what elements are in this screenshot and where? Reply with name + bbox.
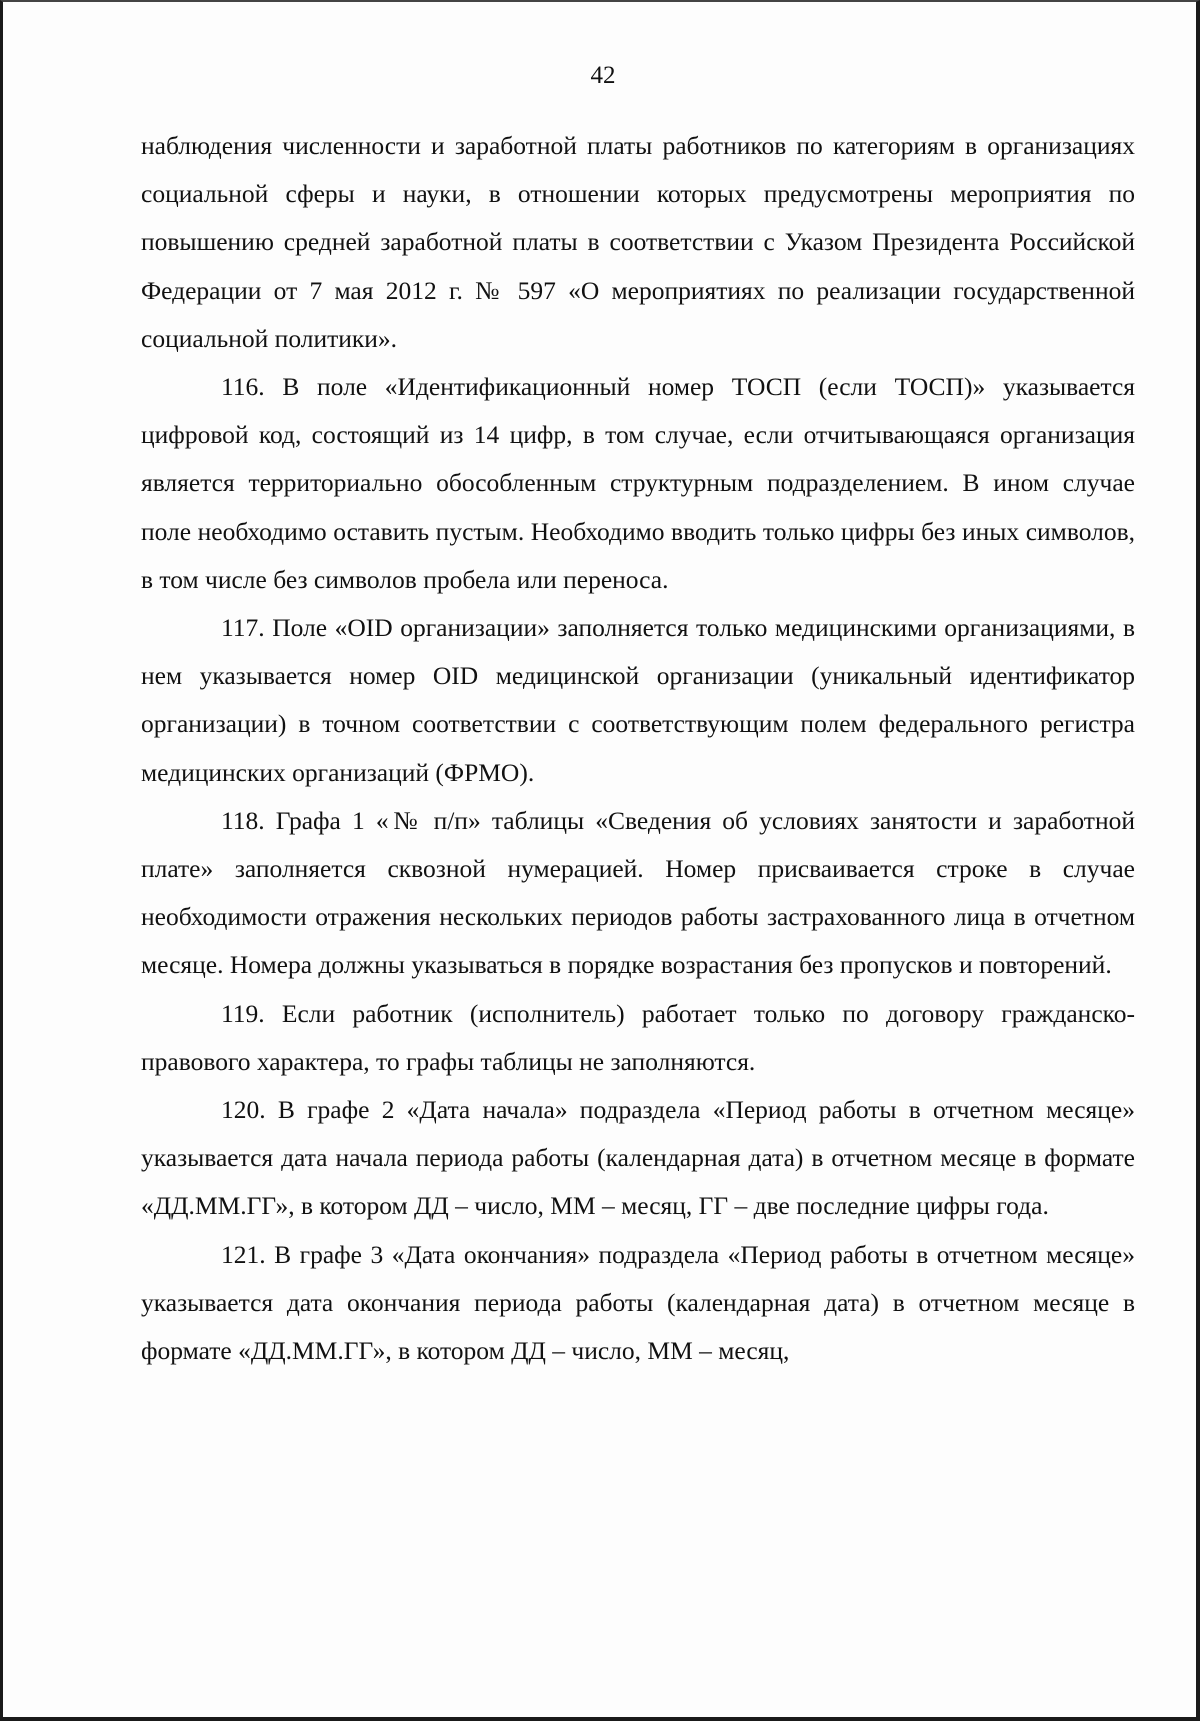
paragraph-119: 119. Если работник (исполнитель) работает только по договору гражданско-правового характера, то графы таблицы не заполняются. (141, 998, 1135, 1076)
paragraph-continuation: наблюдения численности и заработной платы работников по категориям в организациях социальной сферы и науки, в отношении которых предусмотрены мероприятия по повышению средней заработной платы в соответствии с Указом Президента Российской Федерации от 7 мая 2012 г. № 597 «О мероприятиях по реализации государственной социальной политики». (141, 131, 1135, 353)
paragraph-116: 116. В поле «Идентификационный номер ТОСП (если ТОСП)» указывается цифровой код, состоящий из 14 цифр, в том случае, если отчитывающаяся организация является территориально обособленным структурным подразделением. В ином случае поле необходимо оставить пустым. Необходимо вводить только цифры без иных символов, в том числе без символов пробела или переноса. (141, 372, 1135, 594)
paragraph-118: 118. Графа 1 «№ п/п» таблицы «Сведения об условиях занятости и заработной плате» заполняется сквозной нумерацией. Номер присваивается строке в случае необходимости отражения нескольких периодов работы застрахованного лица в отчетном месяце. Номера должны указываться в порядке возрастания без пропусков и повторений. (141, 805, 1135, 980)
paragraph-117: 117. Поле «OID организации» заполняется только медицинскими организациями, в нем указывается номер OID медицинской организации (уникальный идентификатор организации) в точном соответствии с соответствующим полем федерального регистра медицинских организаций (ФРМО). (141, 613, 1135, 787)
document-body (141, 122, 1135, 1375)
paragraph-120: 120. В графе 2 «Дата начала» подраздела «Период работы в отчетном месяце» указывается дата начала периода работы (календарная дата) в отчетном месяце в формате «ДД.ММ.ГГ», в котором ДД – число, ММ – месяц, ГГ – две последние цифры года. (141, 1095, 1135, 1221)
paragraph-121: 121. В графе 3 «Дата окончания» подраздела «Период работы в отчетном месяце» указывается дата окончания периода работы (календарная дата) в отчетном месяце в формате «ДД.ММ.ГГ», в котором ДД – число, ММ – месяц, (141, 1239, 1135, 1366)
page-number: 42 (590, 62, 616, 89)
